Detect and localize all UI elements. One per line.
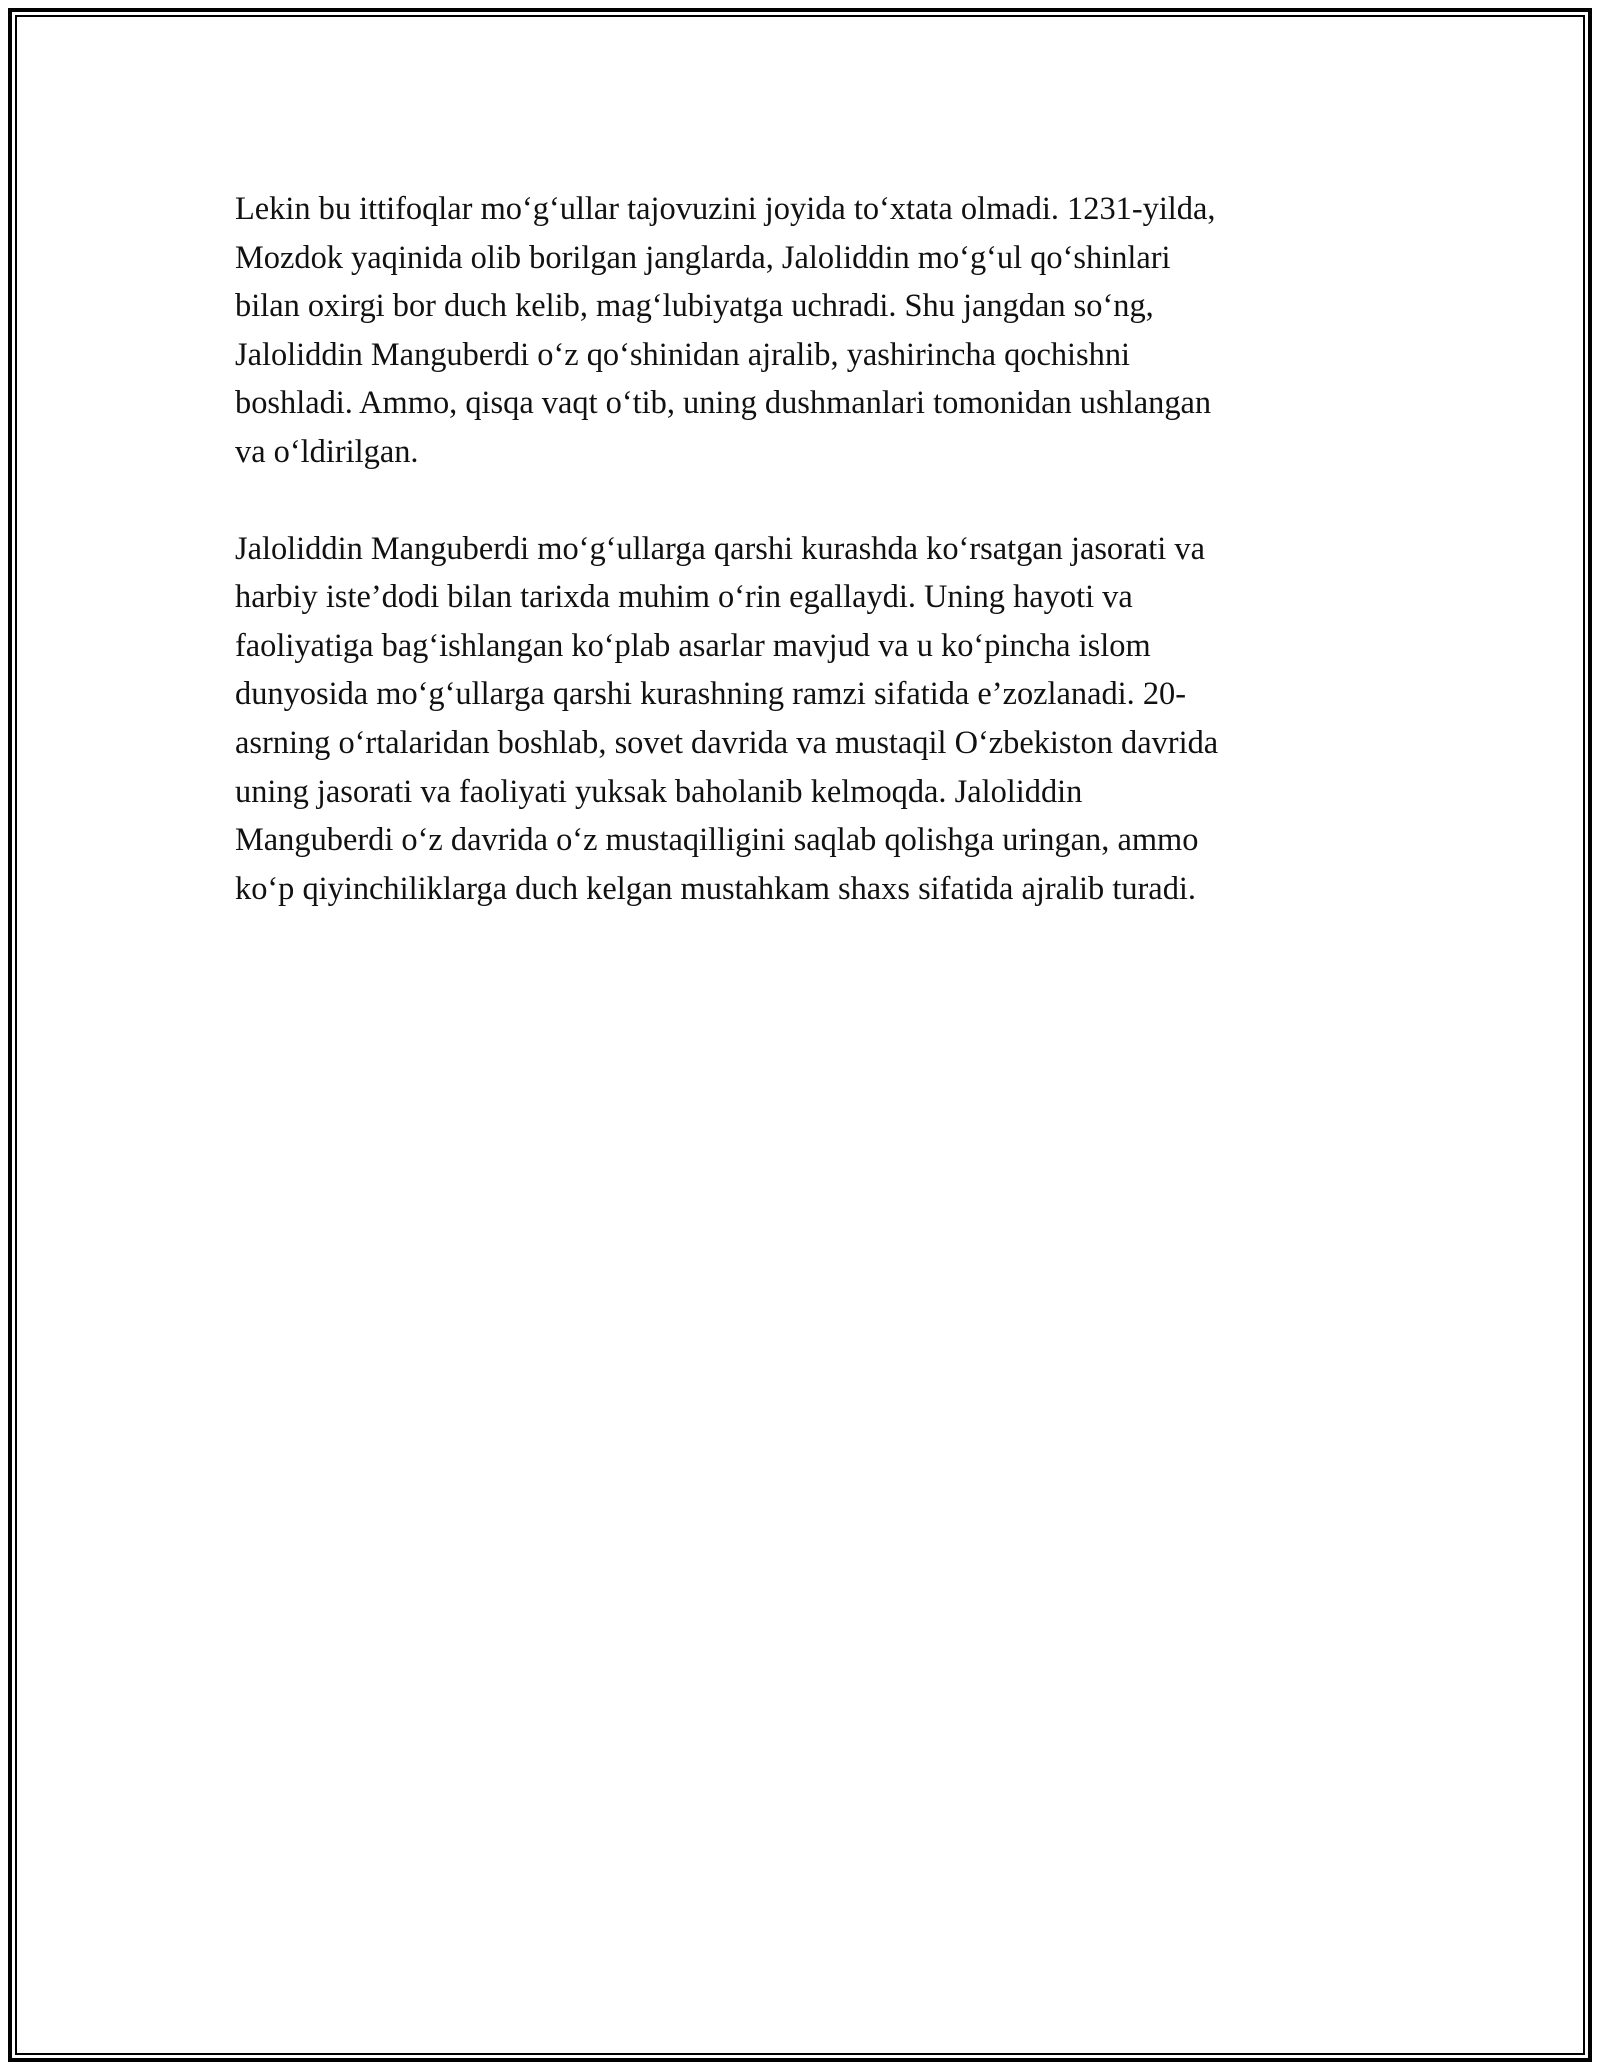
- paragraph-2: Jaloliddin Manguberdi mo‘g‘ullarga qarshi kurashda ko‘rsatgan jasorati va harbiy iste’dodi bilan tarixda muhim o‘rin egallaydi. Uning hayoti va faoliyatiga bag‘ishlangan ko‘plab asarlar mavjud va u ko‘pincha islom dunyosida mo‘g‘ullarga qarshi kurashning ramzi sifatida e’zozlanadi. 20- asrning o‘rtalaridan boshlab, sovet davrida va mustaqil O‘zbekiston davrida uning jasorati va faoliyati yuksak baholanib kelmoqda. Jaloliddin Manguberdi o‘z davrida o‘z mustaqilligini saqlab qolishga uringan, ammo ko‘p qiyinchiliklarga duch kelgan mustahkam shaxs sifatida ajralib turadi.: [235, 530, 1219, 907]
- paragraph-1: Lekin bu ittifoqlar mo‘g‘ullar tajovuzini joyida to‘xtata olmadi. 1231-yilda, Mozdok yaqinida olib borilgan janglarda, Jaloliddin mo‘g‘ul qo‘shinlari bilan oxirgi bor duch kelib, mag‘lubiyatga uchradi. Shu jangdan so‘ng, Jaloliddin Manguberdi o‘z qo‘shinidan ajralib, yashirincha qochishni boshladi. Ammo, qisqa vaqt o‘tib, uning dushmanlari tomonidan ushlangan va o‘ldirilgan.: [235, 191, 1216, 470]
- document-body: [235, 185, 1355, 961]
